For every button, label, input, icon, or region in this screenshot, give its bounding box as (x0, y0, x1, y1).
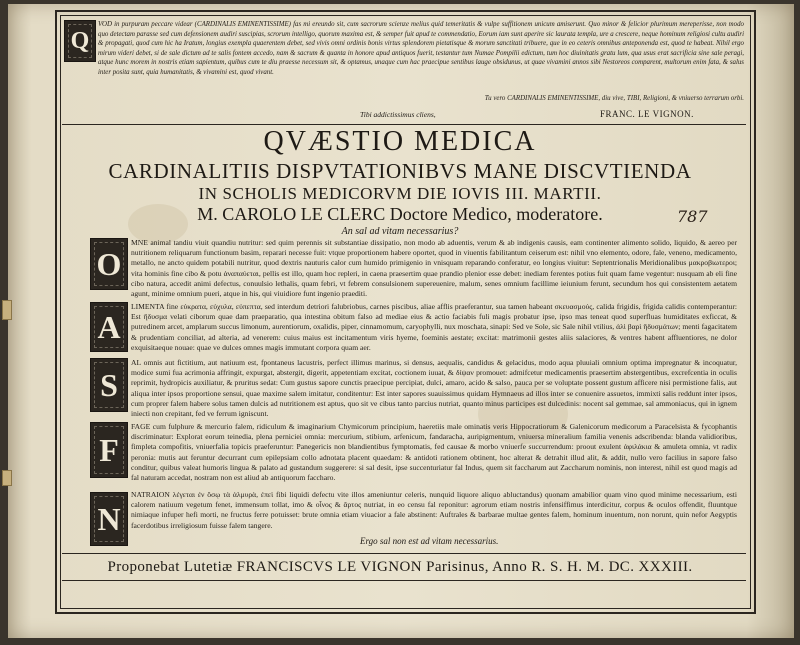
initial-F: F (90, 422, 128, 478)
footer-rule-bottom (62, 580, 746, 581)
dedication-closing: Tu vero CARDINALIS EMINENTISSIME, diu vive, TIBI, Religioni, & vniuerso terrarum orbi. (484, 95, 744, 102)
title-line-1: QVÆSTIO MEDICA (263, 126, 537, 157)
bookmark-tab (2, 470, 12, 486)
title-line-3: IN SCHOLIS MEDICORVM DIE IOVIS III. MARTII. (198, 184, 602, 203)
divider-rule (62, 124, 746, 125)
title-line-4: M. CAROLO LE CLERC Doctore Medico, moderatore. (197, 204, 603, 224)
footer-rule-top (62, 553, 746, 554)
question-heading: An sal ad vitam necessarius? (341, 226, 459, 237)
section-2-text: LIMENTA fine εὐκρατα, εὐχυλα, εὐπεπτα, sed interdum detriori falubriobus, carnes piscibus, aliae afflis praeferantur, sua tamen habeant σκευασμούς, calida frigidis, frigida calidis contemperantur: Est ἥδυσμα velati ciborum quae dam praeparatio, qua intestina obitum falso ad mediae eius & actio faciabis fuli magis probatur ipse, ipso mas teneat quod superfluas humiditates exficcat, & putredinem arcet, amplarum succus limonum, aurentiorum, oxalidis, piper, cinnamomum, caryophylli, nux moschata, sinapi: Sed ve Sole, sic Sale nihil vtilius, ἀλὶ βαρὶ ἥδυσμάτων; menti fagacitatem & prudentiam conciliat, ad alteria, ad venerem: cuius maius est incitamentum viris hyeme, foeminis aestate; excitat: matrimonii gestes aliis salaciores, & ventres habent affluentiores, ne dolor exquisitaeque nouae: quae ve dulces omnes magis immutant corpora quam aer. (131, 302, 737, 352)
section-5-text: NATRAION λέγεται ἐν ὅσῳ τὰ ἁλμυρὰ, ἐπεὶ fibi liquidi defectu vite illos ameniuntur celeris, nunquid liquore aliquo abluctandus) quonam amabilior quam vino quod minime necessarium, esti calorem natiuum vegetum fenet, immensum tollat, imo & οἶνος & ἄρτος nutriat, in eo censu fal reponitur: agrorum etiam nostris infensiffimus interdicitur, corpus & oculos offendit, fluuntque nimiaque infuper hefi morti, ne fructus ferre potuisset: brute omnia etiam viuacior a fale abstinent: Auftrales & barbarae multae gentes falem, hominum inuentum, non norunt, quin nefor Aegyptis facerdotibus irreligiosum fuisse falem tangere. (131, 490, 737, 530)
dedication-text: VOD in purpuram peccare videar (CARDINALIS EMINENTISSIME) fas mi ereundo sit, cum sacrorum scienze melius quid temeritatis & vulpe suffitionem unicum amiserunt. Quo minor & felicior plurimum mereperisse, non modo quo detectam parasse sed cum defensionem audiri suscipias, scrorum intelligo, quorum maxima est, & semper fuit apud te commendatio, Eorum iam sunt aperire sic laurata templa, ure a crescere, neque hominum religiosi cultu audiri & propagati, quod cum hic ha Iratum, longius exempla quaerentem debet, sed vivis omni ordinis bonis virtus splendorem pietatisque & morum sanctitati tribuere, que in eo ceteris omnibus anteponenda est, quod te habeat. Nihil ergo mirum videri debet, si de sale dictum ad te salis fontem accedo, nam & sacrum & quanta in honore apud antiquos fuerit, testantur tum Numae Pompilii edictum, tum hoc diuinitatis gratu lum, qua usus erat sacrificia sine sale peragi, atque hunc morem in nostris etiam sapientum, quibus cum te diu praesse necessum sit, & optamus, unaque cum hac praecipue sentibus lauge obsidunus, ut quae vivamini annos sibi Nestoreos comparent, multorum enim fata, & salus inter posita sunt, quia humanitatis, & vivamini est, quod vivant. (98, 21, 744, 76)
initial-N: N (90, 492, 128, 546)
initial-O: O (90, 238, 128, 290)
signature: FRANC. LE VIGNON. (600, 109, 694, 119)
servant-line: Tibi addictissimus cliens, (360, 110, 436, 119)
bookmark-tab (2, 300, 12, 320)
footer-imprint: Proponebat Lutetiæ FRANCISCVS LE VIGNON Parisinus, Anno R. S. H. M. DC. XXXIII. (107, 559, 693, 575)
section-3-text: AL omnis aut fictitium, aut natiuum est, fpontaneus lacustris, perfect illimus marinus, si densus, aequalis, candidus & gelacidus, modo aqua pluuiali omnium optima impregnatur & incoquatur, modice sumi fua acrimonia affringit, expurgat, abstergit, digerit, appetentiam excitat, coctionem iuuat, & δίψαν promouet: admifcetur medicamentis praesertim abstergentibus, excrefcentia in oculis reprimit, hydropicis auxiliatur, & pruritus sedat: Cum gustus sapore cunctis praecipue percipiat, dulci, amaro, acido & salso, pauca per se voluptate possent gustum afficere nisi permistione falis, aut aliqua inter ipsos proportione sensui, quae maxime salem imitatur, conditentur: Est inter sapores suauissimus quidam Hymnaeus ad illos inter se conuenire assuetos, immixti salis reddunt inter ipsos, cum proprer falem habere solus tamen dulcis ad nutritionem est aptus, quo sit ve cibus tanto parcius nutriat, quanto minus participes est dulcedinis: nocent sal gemmae, sal ammoniacus, qui in ignem iniecti non crepitant, fed ve ferrum igniscunt. (131, 358, 737, 419)
handwritten-number: 787 (677, 207, 708, 226)
initial-A: A (90, 302, 128, 352)
section-1-text: MNE animal tandiu viuit quandiu nutritur: sed quim perennis sit substantiae dissipatio, non modo ab aduentis, verum & ab indigenis causis, eam continenter alimento solido, liquido, & aereo per nutritionem reliquarum functionum basim, reparari necesse fuit: vtque proportionem habere oportet, quod in viuentis fabilitantum ceiserum est: nihil vno elemento, odore, fale, veneno, medicamento, metallo, ne ancto quidem potabili nutritur, quod dextris nauturis calor cum humido primigenio in vnisquam reparando conferatur, eo longius viuitur: Septentrionalis Meridionalibus μακροβιωτεροι; vita hominis fine cibo & potu ἀναπαύεται, pellis est illo, quam hoc repleri, in caena praesertim quae prandio plenior esse debet: inediam ferentes potius fuit quam fame vegentur: nusquam ab eli fine cibo natura, accedit animi defectus, conuulsio lethalis, quam febri, vt febrem consulsionem supereuenire, malum, senes omnium facillime ieiunium ferunt, secundum hos qui consistentem aetatem agunt, minime omnium pueri, atque in his, qui viuidiore funt ingenio praediti. (131, 238, 737, 299)
title-line-2: CARDINALITIIS DISPVTATIONIBVS MANE DISCVTIENDA (108, 159, 692, 183)
section-4-text: FAGE cum fulphure & mercurio falem, ridiculum & imaginarium Chymicorum principium, haeretiis male ominatis veris Hippocratiorum & Galenicorum medicorum a Paracelsista & fycophantis discriminatur: Explorat eorum teinedia, plena perniciei omnia: mercurium, stibium, arfenicum, fandaracha, auripigmentum, vniuersa mineralium familia venenis adscribenda: blanda validioribus, fimpleta compofitis, vniuerfalia topicis praeferuntur: Panegericis non blandientibus fymptomatis, fed causae & morbo vniuerfe succurrendum: proout exulent ἀφιλάκια & amuleta omnia, vt radix peronia: mutis aut feruntur decurrant cum epilepsiam collo adnotata placent quaedam: & antidoti rationem obtinent, hoc alterat & detrahit illud alit, & addit, nullo vero facilius in sapore falso conditur, quibus valeat humoris lingua & palato ad gustandum suggerere: si sal desit, ipse succenturiatur fal Indus, quem sit faccharum aut Zaccharum nominis, non interest, nihil est quod magis ad fal naturam accedat, nostram non est aliud ab antiquorum faccharo. (131, 422, 737, 483)
initial-S: S (90, 358, 128, 412)
conclusion: Ergo sal non est ad vitam necessarius. (360, 536, 499, 546)
dedication-initial: Q (64, 20, 96, 62)
